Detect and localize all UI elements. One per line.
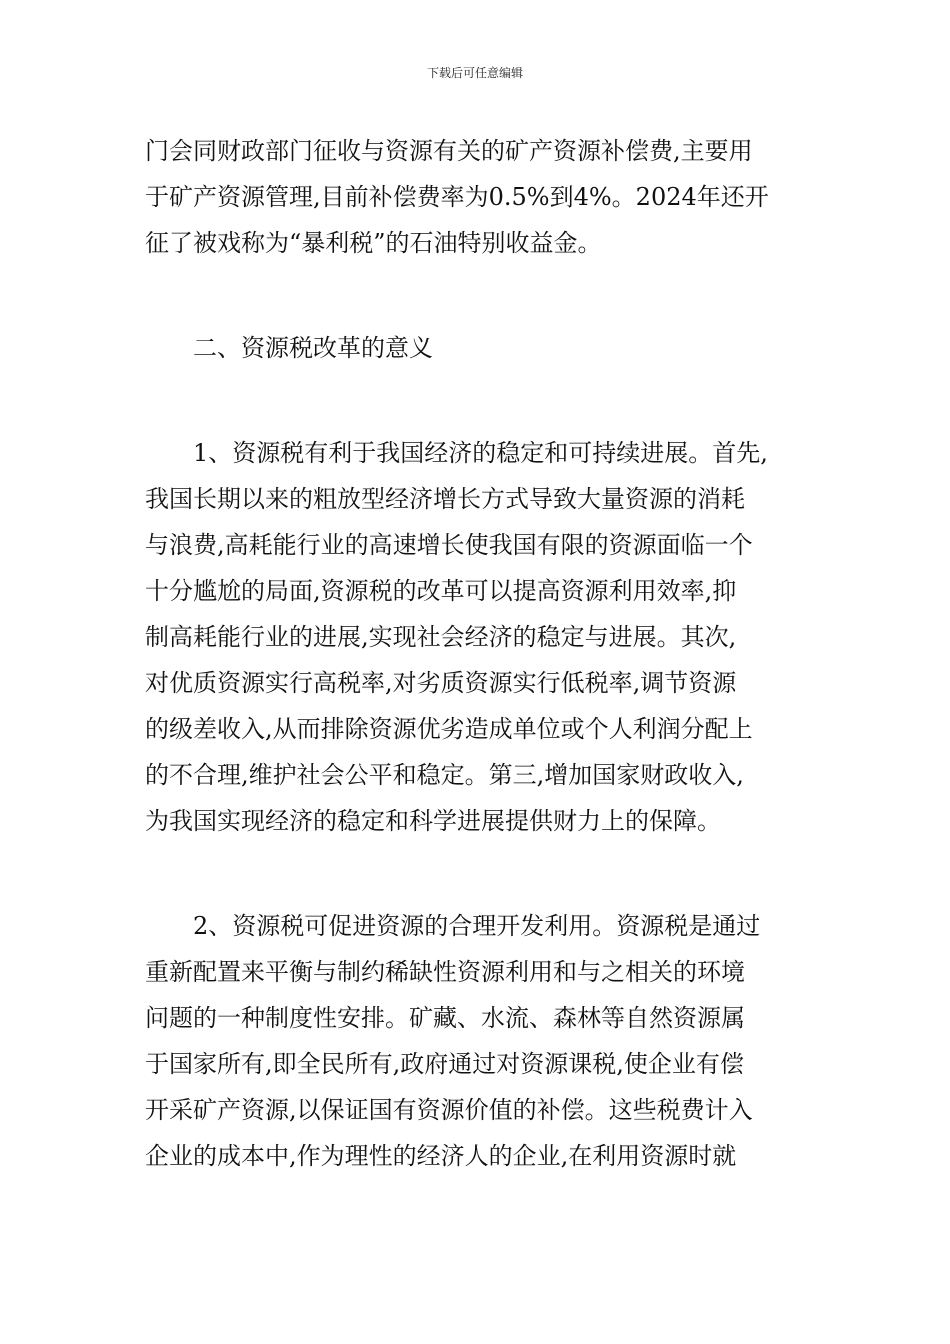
text-line: 1、资源税有利于我国经济的稳定和可持续进展。首先, bbox=[145, 439, 768, 467]
paragraph-gap bbox=[145, 844, 825, 903]
paragraph-continuation bbox=[145, 128, 825, 266]
paragraph-gap bbox=[145, 371, 825, 430]
text-line: 十分尴尬的局面,资源税的改革可以提高资源利用效率,抑 bbox=[145, 577, 737, 605]
paragraph-point-1 bbox=[145, 430, 825, 844]
heading-line: 二、资源税改革的意义 bbox=[145, 334, 433, 362]
text-line: 开采矿产资源,以保证国有资源价值的补偿。这些税费计入 bbox=[145, 1096, 753, 1124]
text-line: 于矿产资源管理,目前补偿费率为0.5%到4%。2024年还开 bbox=[145, 183, 769, 211]
text-line: 于国家所有,即全民所有,政府通过对资源课税,使企业有偿 bbox=[145, 1050, 744, 1078]
page-header: 下载后可任意编辑 bbox=[426, 66, 523, 80]
text-line: 我国长期以来的粗放型经济增长方式导致大量资源的消耗 bbox=[145, 485, 745, 513]
text-line: 为我国实现经济的稳定和科学进展提供财力上的保障。 bbox=[145, 807, 721, 835]
text-line: 与浪费,高耗能行业的高速增长使我国有限的资源面临一个 bbox=[145, 531, 753, 559]
section-heading bbox=[145, 325, 825, 371]
text-line: 制高耗能行业的进展,实现社会经济的稳定与进展。其次, bbox=[145, 623, 737, 651]
text-line: 问题的一种制度性安排。矿藏、水流、森林等自然资源属 bbox=[145, 1004, 745, 1032]
paragraph-gap bbox=[145, 266, 825, 325]
text-line: 2、资源税可促进资源的合理开发利用。资源税是通过 bbox=[145, 912, 761, 940]
text-line: 企业的成本中,作为理性的经济人的企业,在利用资源时就 bbox=[145, 1142, 737, 1170]
text-line: 的级差收入,从而排除资源优劣造成单位或个人利润分配上 bbox=[145, 715, 753, 743]
text-line: 的不合理,维护社会公平和稳定。第三,增加国家财政收入, bbox=[145, 761, 744, 789]
text-line: 对优质资源实行高税率,对劣质资源实行低税率,调节资源 bbox=[145, 669, 737, 697]
paragraph-point-2 bbox=[145, 903, 825, 1179]
document-body bbox=[145, 128, 825, 1179]
text-line: 门会同财政部门征收与资源有关的矿产资源补偿费,主要用 bbox=[145, 137, 753, 165]
text-line: 重新配置来平衡与制约稀缺性资源利用和与之相关的环境 bbox=[145, 958, 745, 986]
text-line: 征了被戏称为“暴利税”的石油特别收益金。 bbox=[145, 229, 602, 257]
